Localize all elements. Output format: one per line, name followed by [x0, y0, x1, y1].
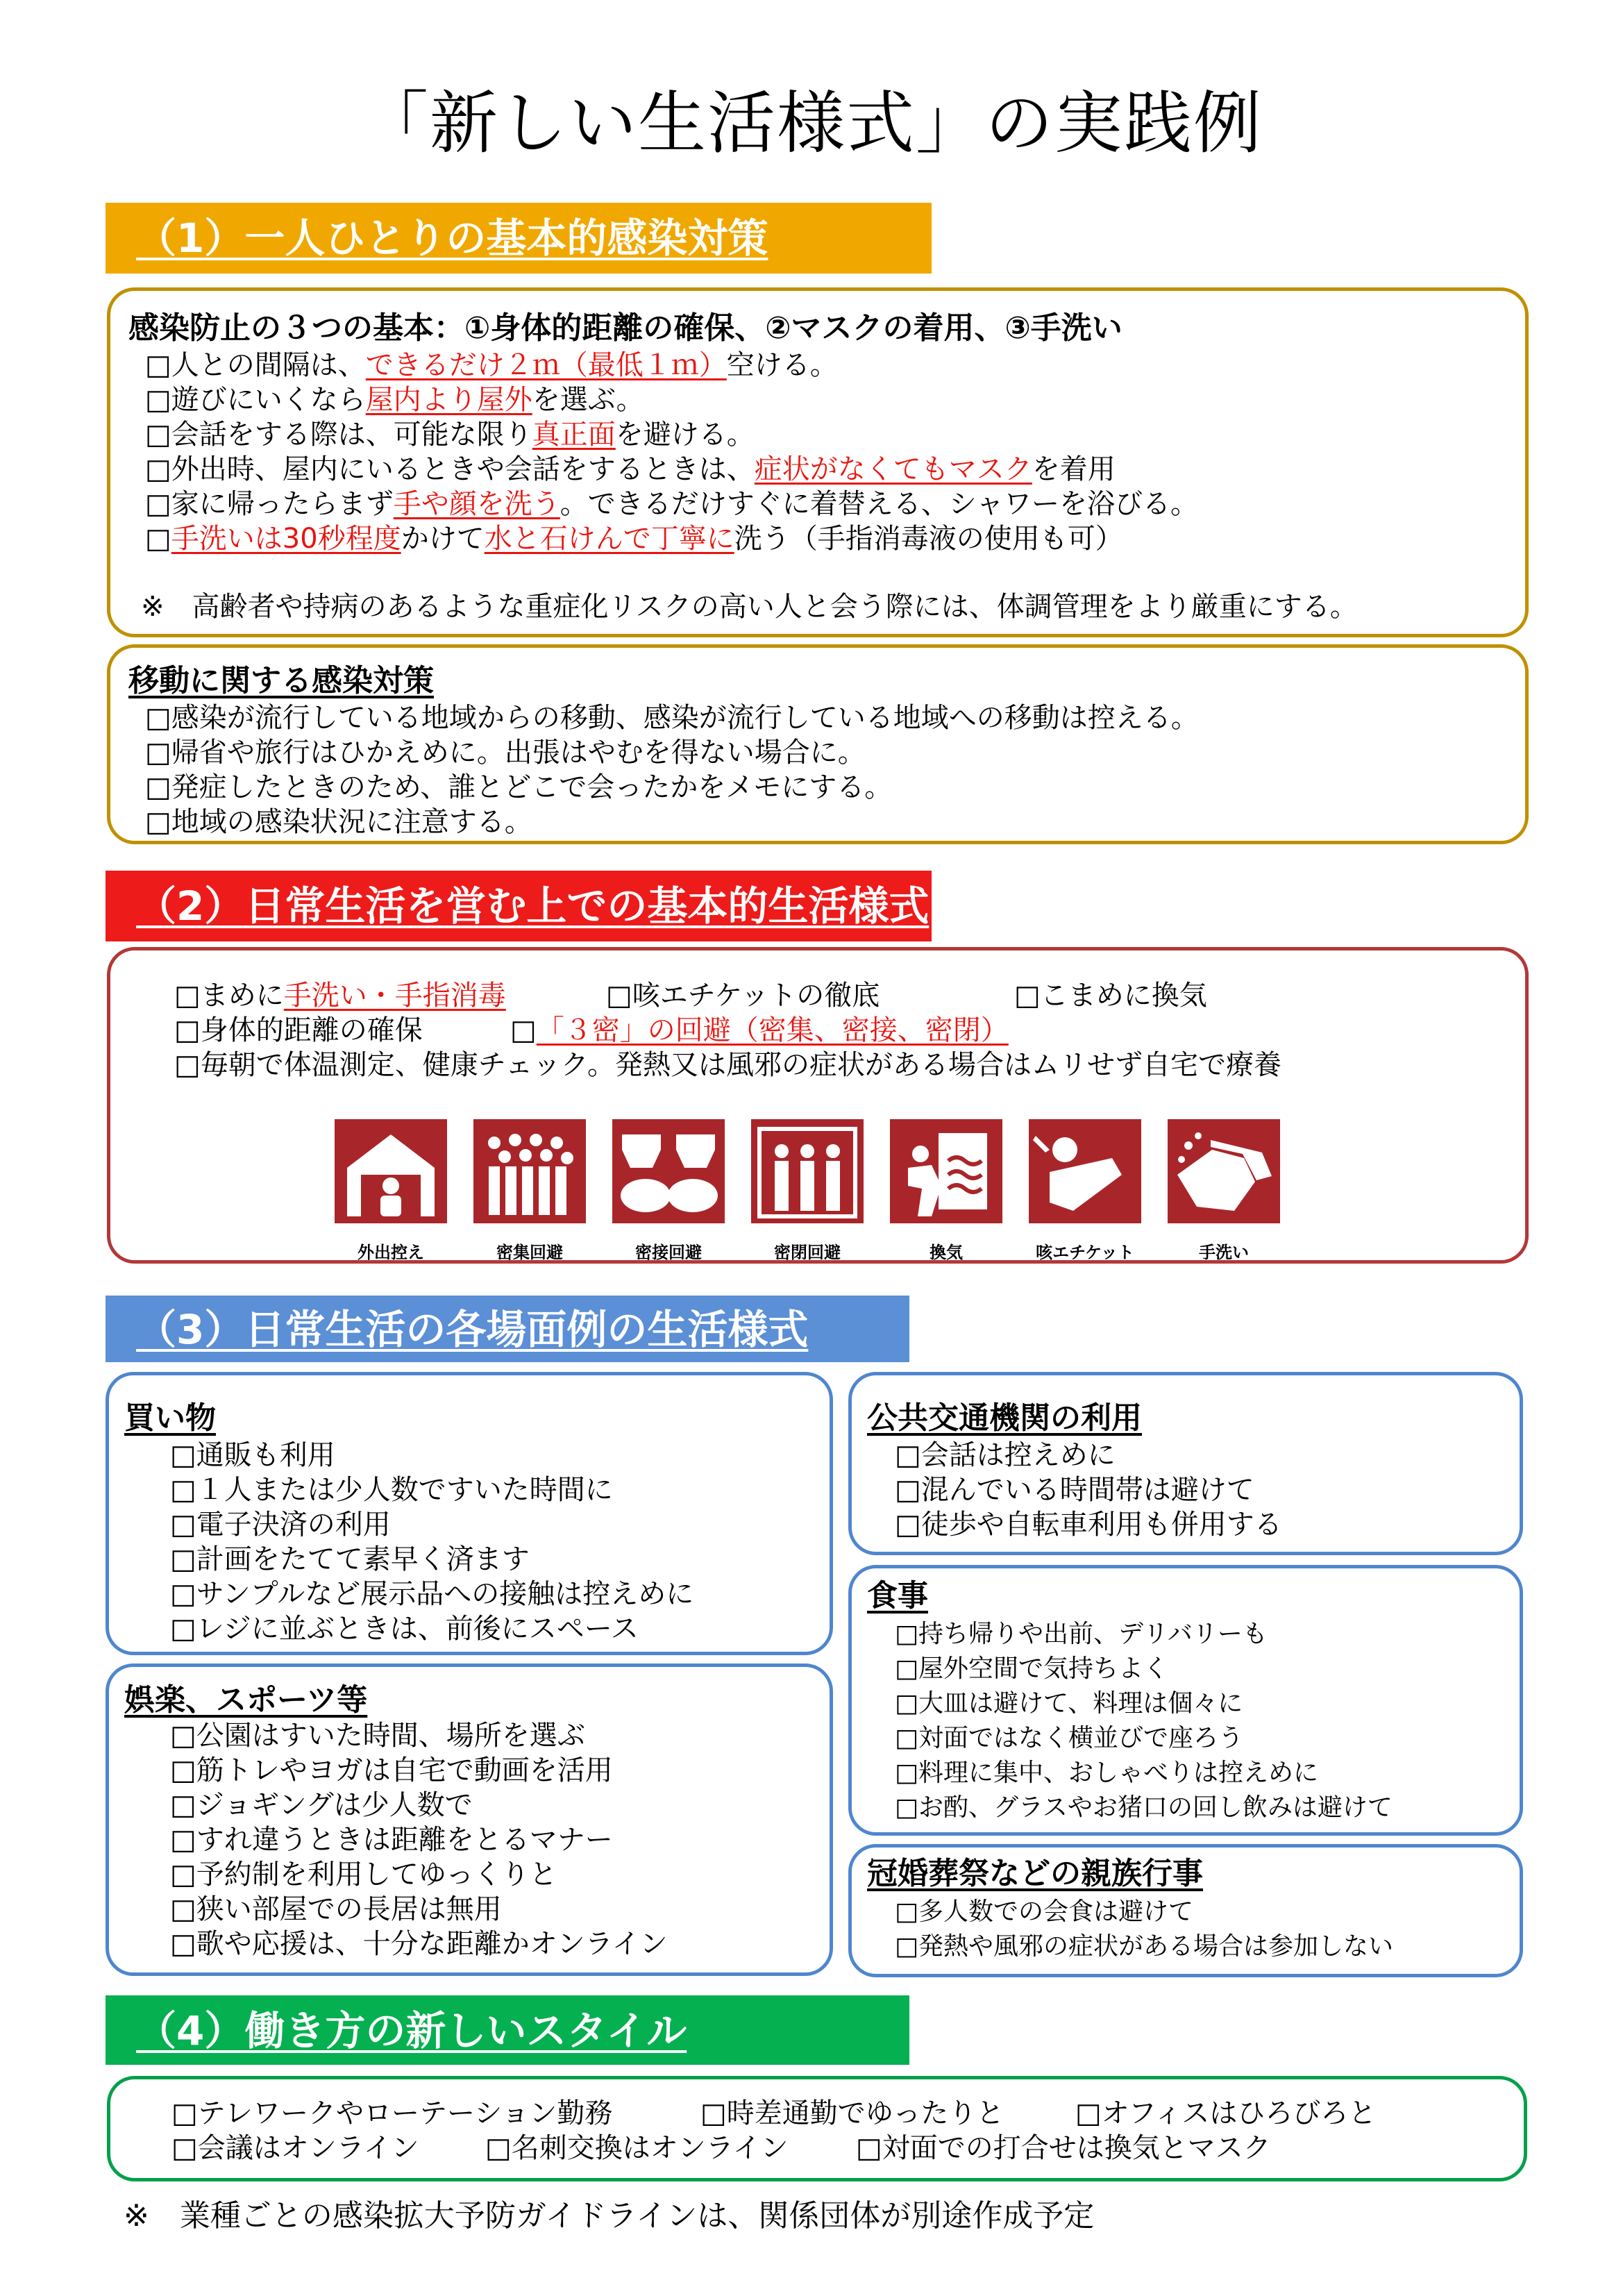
list-item: □ 名刺交換はオンライン: [485, 2131, 789, 2165]
movement-title: 移動に関する感染対策: [128, 663, 434, 698]
section2-header: （2）日常生活を営む上での基本的生活様式: [106, 871, 932, 941]
list-item: □ レジに並ぶときは、前後にスペース: [170, 1611, 639, 1646]
shopping-title: 買い物: [124, 1400, 216, 1436]
workstyle-box: [107, 2076, 1527, 2181]
list-item: □ オフィスはひろびろと: [1075, 2096, 1376, 2131]
note-text: ※ 高齢者や持病のあるような重症化リスクの高い人と会う際には、体調管理をより厳重にする。: [141, 591, 1358, 623]
close-contact-avoid-icon: [612, 1119, 725, 1223]
stay-home-item: 外出控え: [335, 1119, 447, 1263]
list-item: □ すれ違うときは距離をとるマナー: [170, 1822, 613, 1857]
stay-home-icon: [335, 1119, 447, 1223]
leisure-title: 娯楽、スポーツ等: [124, 1682, 368, 1718]
list-item: □ 対面ではなく横並びで座ろう: [895, 1721, 1243, 1756]
list-item: □ まめに手洗い・手指消毒: [174, 978, 506, 1013]
crowd-avoid-item: 密集回避: [473, 1119, 586, 1263]
handwash-item: 手洗い: [1168, 1119, 1280, 1263]
basics-title: 感染防止の３つの基本：①身体的距離の確保、②マスクの着用、③手洗い: [128, 310, 1122, 346]
leisure-box: [106, 1664, 833, 1976]
list-item: □ 人との間隔は、できるだけ２ｍ（最低１ｍ）空ける。: [145, 348, 838, 383]
meals-title: 食事: [867, 1578, 928, 1614]
list-item: □ 計画をたてて素早く済ます: [170, 1542, 530, 1577]
handwash-icon: [1168, 1119, 1280, 1223]
page-title: 「新しい生活様式」の実践例: [360, 84, 1263, 163]
list-item: □ 身体的距離の確保: [174, 1013, 423, 1048]
ventilation-item: 換気: [890, 1119, 1002, 1263]
list-item: □ サンプルなど展示品への接触は控えめに: [170, 1577, 693, 1611]
list-item: □ 持ち帰りや出前、デリバリーも: [895, 1617, 1268, 1652]
list-item: □ 歌や応援は、十分な距離かオンライン: [170, 1927, 668, 1961]
list-item: □ 通販も利用: [170, 1438, 335, 1473]
cough-etiquette-item: 咳エチケット: [1029, 1119, 1141, 1263]
ventilation-icon: [890, 1119, 1002, 1223]
footer-note: ※ 業種ごとの感染拡大予防ガイドラインは、関係団体が別途作成予定: [124, 2198, 1095, 2234]
list-item: □ 大皿は避けて、料理は個々に: [895, 1686, 1243, 1721]
transit-box: [848, 1372, 1523, 1555]
ceremony-box: [848, 1844, 1523, 1977]
ceremony-title: 冠婚葬祭などの親族行事: [867, 1856, 1203, 1891]
list-item: □ 電子決済の利用: [170, 1507, 391, 1542]
basics-box: [107, 287, 1529, 637]
list-item: □ 狭い部屋での長居は無用: [170, 1892, 502, 1927]
list-item: □ テレワークやローテーション勤務: [171, 2096, 612, 2131]
list-item: □ ジョギングは少人数で: [170, 1788, 473, 1822]
list-item: □ 会議はオンライン: [171, 2131, 419, 2165]
closed-space-avoid-icon: [751, 1119, 864, 1223]
list-item: □ 会話は控えめに: [895, 1438, 1116, 1473]
closed-space-avoid-item: 密閉回避: [751, 1119, 864, 1263]
transit-title: 公共交通機関の利用: [867, 1400, 1142, 1436]
section1-header: （1）一人ひとりの基本的感染対策: [106, 203, 932, 274]
list-item: □ 遊びにいくなら屋内より屋外を選ぶ。: [145, 383, 644, 417]
list-item: □ １人または少人数ですいた時間に: [170, 1473, 613, 1507]
list-item: □ 屋外空間で気持ちよく: [895, 1652, 1168, 1686]
list-item: □ 予約制を利用してゆっくりと: [170, 1857, 557, 1892]
list-item: □ 「３密」の回避（密集、密接、密閉）: [510, 1013, 1009, 1048]
list-item: □ 公園はすいた時間、場所を選ぶ: [170, 1718, 585, 1753]
list-item: □ 咳エチケットの徹底: [606, 978, 880, 1013]
list-item: □ 徒歩や自転車利用も併用する: [895, 1507, 1282, 1542]
list-item: □ 対面での打合せは換気とマスク: [856, 2131, 1271, 2165]
list-item: □ 外出時、屋内にいるときや会話をするときは、症状がなくてもマスクを着用: [145, 452, 1116, 487]
shopping-box: [106, 1372, 833, 1655]
list-item: □ 時差通勤でゆったりと: [700, 2096, 1004, 2131]
list-item: □ 多人数での会食は避けて: [895, 1895, 1193, 1929]
list-item: □ お酌、グラスやお猪口の回し飲みは避けて: [895, 1791, 1393, 1825]
movement-box: [107, 644, 1529, 844]
crowd-avoid-icon: [473, 1119, 586, 1223]
list-item: □ 発熱や風邪の症状がある場合は参加しない: [895, 1929, 1393, 1964]
cough-etiquette-icon: [1029, 1119, 1141, 1223]
meals-box: [848, 1565, 1523, 1836]
list-item: □ 毎朝で体温測定、健康チェック。発熱又は風邪の症状がある場合はムリせず自宅で療養: [174, 1048, 1281, 1082]
list-item: □ 料理に集中、おしゃべりは控えめに: [895, 1756, 1318, 1791]
section3-header: （3）日常生活の各場面例の生活様式: [106, 1296, 909, 1362]
list-item: □ 混んでいる時間帯は避けて: [895, 1473, 1254, 1507]
list-item: □ 会話をする際は、可能な限り真正面を避ける。: [145, 417, 755, 452]
list-item: □ 帰省や旅行はひかえめに。出張はやむを得ない場合に。: [145, 735, 866, 770]
list-item: □ 感染が流行している地域からの移動、感染が流行している地域への移動は控える。: [145, 701, 1199, 735]
list-item: □ 筋トレやヨガは自宅で動画を活用: [170, 1753, 613, 1788]
section4-header: （4）働き方の新しいスタイル: [106, 1995, 909, 2065]
list-item: □ こまめに換気: [1014, 978, 1207, 1013]
list-item: □ 地域の感染状況に注意する。: [145, 805, 532, 839]
list-item: □ 手洗いは30秒程度かけて水と石けんで丁寧に洗う（手指消毒液の使用も可）: [145, 521, 1123, 556]
close-contact-avoid-item: 密接回避: [612, 1119, 725, 1263]
list-item: □ 家に帰ったらまず手や顔を洗う。できるだけすぐに着替える、シャワーを浴びる。: [145, 487, 1198, 521]
list-item: □ 発症したときのため、誰とどこで会ったかをメモにする。: [145, 770, 892, 805]
